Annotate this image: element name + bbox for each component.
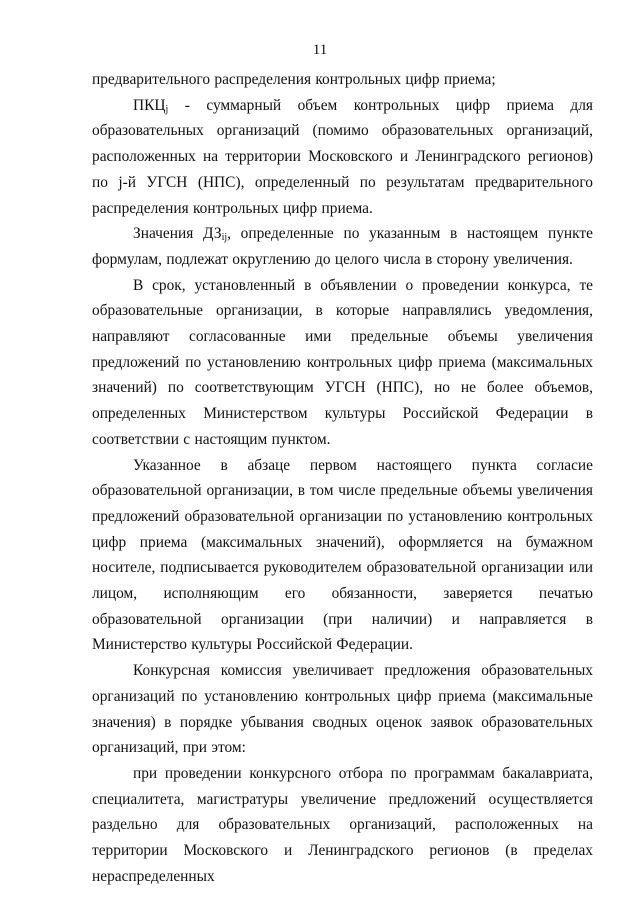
text-run: Значения ДЗ — [133, 225, 222, 243]
text-run: , определенные по указанным в настоящем пункте формулам, подлежат округлению до целого числа в сторону увеличения. — [92, 225, 593, 268]
subscript: ij — [221, 232, 228, 244]
document-body — [92, 67, 593, 890]
subscript: j — [165, 103, 169, 115]
page-number: 11 — [312, 42, 328, 58]
text-run: ПКЦ — [133, 96, 166, 114]
paragraph-p1 — [92, 93, 593, 222]
paragraph-p3 — [92, 273, 593, 453]
paragraph-p4 — [92, 453, 593, 659]
text-run: - суммарный объем контрольных цифр приема для образовательных организаций (помимо образовательных организаций, расположенных на территории Московского и Ленинградского регионов) по j-й УГСН (НПС), определенный по результатам предварительного распределения контрольных цифр приема. — [92, 96, 593, 217]
text-run: Конкурсная комиссия увеличивает предложения образовательных организаций по установлению контрольных цифр приема (максимальные значения) в порядке убывания сводных оценок заявок образовательных организаций, при этом: — [92, 662, 593, 757]
text-run: В срок, установленный в объявлении о проведении конкурса, те образовательные организации, в которые направлялись уведомления, направляют согласованные ими предельные объемы увеличения предложений по установлению контрольных цифр приема (максимальных значений) по соответствующим УГСН (НПС), но не более объемов, определенных Министерством культуры Российской Федерации в соответствии с настоящим пунктом. — [92, 276, 593, 448]
text-run: предварительного распределения контрольных цифр приема; — [92, 71, 496, 88]
paragraph-p0 — [92, 67, 593, 93]
text-run: при проведении конкурсного отбора по программам бакалавриата, специалитета, магистратуры увеличение предложений осуществляется раздельно для образовательных организаций, расположенных на территории Московского и Ленинградского регионов (в пределах нераспределенных — [92, 764, 593, 885]
paragraph-p2 — [92, 221, 593, 272]
paragraph-p5 — [92, 658, 593, 761]
paragraph-p6 — [92, 761, 593, 890]
text-run: Указанное в абзаце первом настоящего пункта согласие образовательной организации, в том числе предельные объемы увеличения предложений образовательной организации по установлению контрольных цифр приема (максимальных значений), оформляется на бумажном носителе, подписывается руководителем образовательной организации или лицом, исполняющим его обязанности, заверяется печатью образовательной организации (при наличии) и направляется в Министерство культуры Российской Федерации. — [92, 456, 593, 654]
